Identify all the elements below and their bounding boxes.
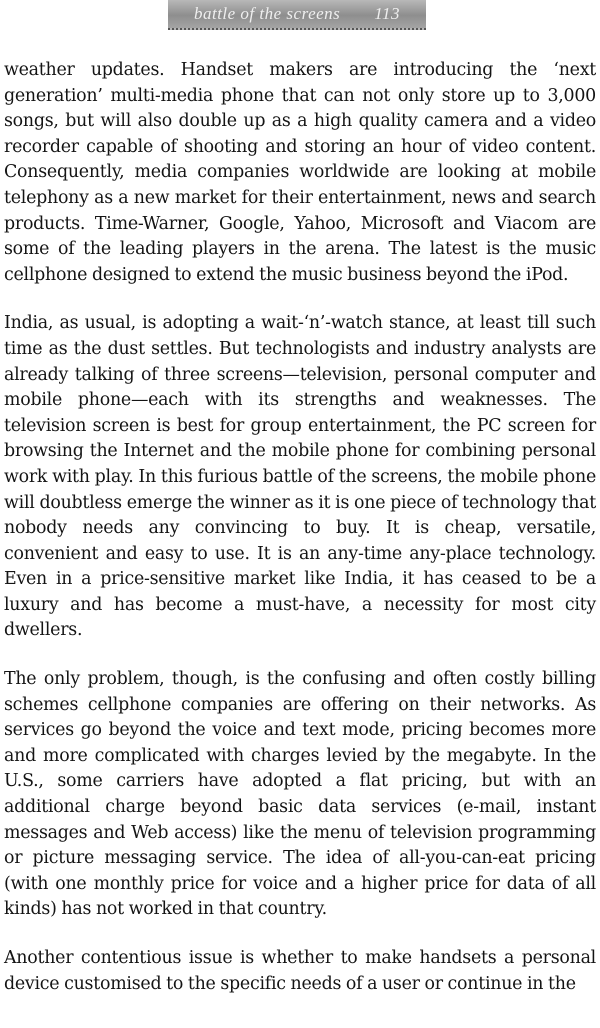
paragraph: India, as usual, is adopting a wait-‘n’-watch stance, at least till such time as the dust settles. But technologists and industry analysts are already talking of three screens—television, personal computer and mobile phone—each with its strengths and weaknesses. The television screen is best for group entertainment, the PC screen for browsing the Internet and the mobile phone for combining personal work with play. In this furious battle of the screens, the mobile phone will doubtless emerge the winner as it is one piece of technology that nobody needs any convincing to buy. It is cheap, versatile, convenient and easy to use. It is an any-time any-place technology. Even in a price-sensitive market like India, it has ceased to be a luxury and has become a must-have, a necessity for most city dwellers. xyxy=(4,313,596,641)
paragraph: Another contentious issue is whether to make handsets a personal device customised to the specific needs of a user or continue in the xyxy=(4,948,596,994)
running-header-title: battle of the screens xyxy=(193,4,341,23)
running-header xyxy=(168,0,426,30)
paragraph: weather updates. Handset makers are introducing the ‘next generation’ multi-media phone that can not only store up to 3,000 songs, but will also double up as a high quality camera and a video recorder capable of shooting and storing an hour of video content. Consequently, media companies worldwide are looking at mobile telephony as a new market for their entertainment, news and search products. Time-Warner, Google, Yahoo, Microsoft and Viacom are some of the leading players in the arena. The latest is the music cellphone designed to extend the music business beyond the iPod. xyxy=(4,60,596,285)
page-number: 113 xyxy=(374,4,401,23)
paragraph: The only problem, though, is the confusing and often costly billing schemes cellphone companies are offering on their networks. As services go beyond the voice and text mode, pricing becomes more and more complicated with charges levied by the megabyte. In the U.S., some carriers have adopted a flat pricing, but with an additional charge beyond basic data services (e-mail, instant messages and Web access) like the menu of television programming or picture messaging service. The idea of all-you-can-eat pricing (with one monthly price for voice and a higher price for data of all kinds) has not worked in that country. xyxy=(4,669,596,920)
page-body xyxy=(4,58,596,997)
